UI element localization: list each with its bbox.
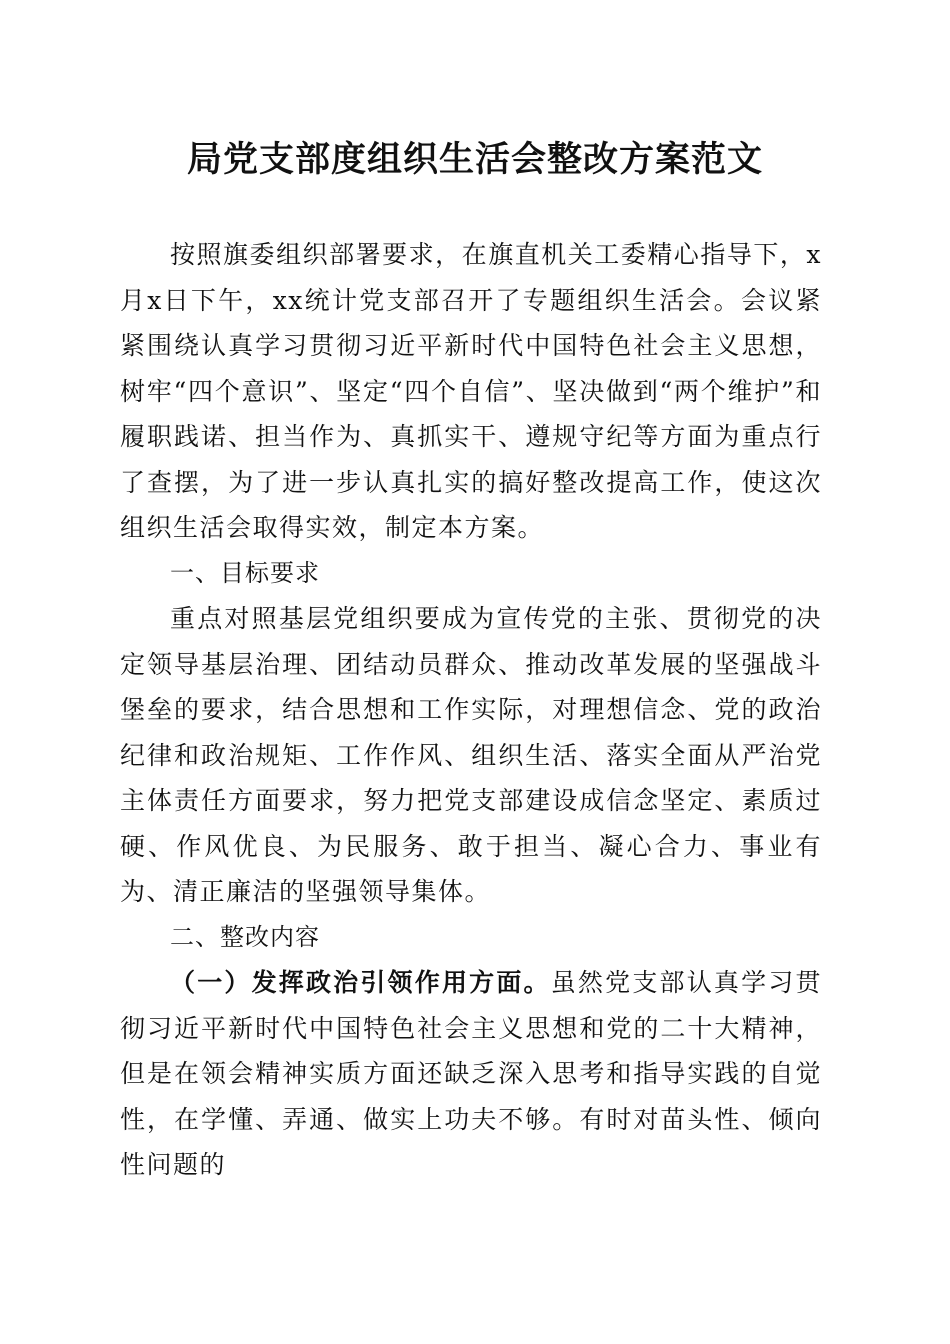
content-paragraph (120, 960, 822, 1188)
intro-paragraph: 按照旗委组织部署要求，在旗直机关工委精心指导下，x月x日下午，xx统计党支部召开了专题组织生活会。会议紧紧围绕认真学习贯彻习近平新时代中国特色社会主义思想，树牢“四个意识”、坚定“四个自信”、坚决做到“两个维护”和履职践诺、担当作为、真抓实干、遵规守纪等方面为重点行了查摆，为了进一步认真扎实的搞好整改提高工作，使这次组织生活会取得实效，制定本方案。 (120, 240, 822, 542)
subsection-label: （一）发挥政治引领作用方面。 (170, 968, 551, 997)
document-title: 局党支部度组织生活会整改方案范文 (186, 140, 763, 180)
section-heading-content: 二、整改内容 (170, 922, 320, 951)
document-body (120, 232, 822, 1188)
goals-paragraph: 重点对照基层党组织要成为宣传党的主张、贯彻党的决定领导基层治理、团结动员群众、推动改革发展的坚强战斗堡垒的要求，结合思想和工作实际，对理想信念、党的政治纪律和政治规矩、工作作风、组织生活、落实全面从严治党主体责任方面要求，努力把党支部建设成信念坚定、素质过硬、作风优良、为民服务、敢于担当、凝心合力、事业有为、清正廉洁的坚强领导集体。 (120, 604, 822, 906)
subsection-body: 虽然党支部认真学习贯彻习近平新时代中国特色社会主义思想和党的二十大精神，但是在领会精神实质方面还缺乏深入思考和指导实践的自觉性，在学懂、弄通、做实上功夫不够。有时对苗头性、倾向性问题的 (120, 968, 822, 1179)
section-heading-goals: 一、目标要求 (170, 558, 320, 587)
